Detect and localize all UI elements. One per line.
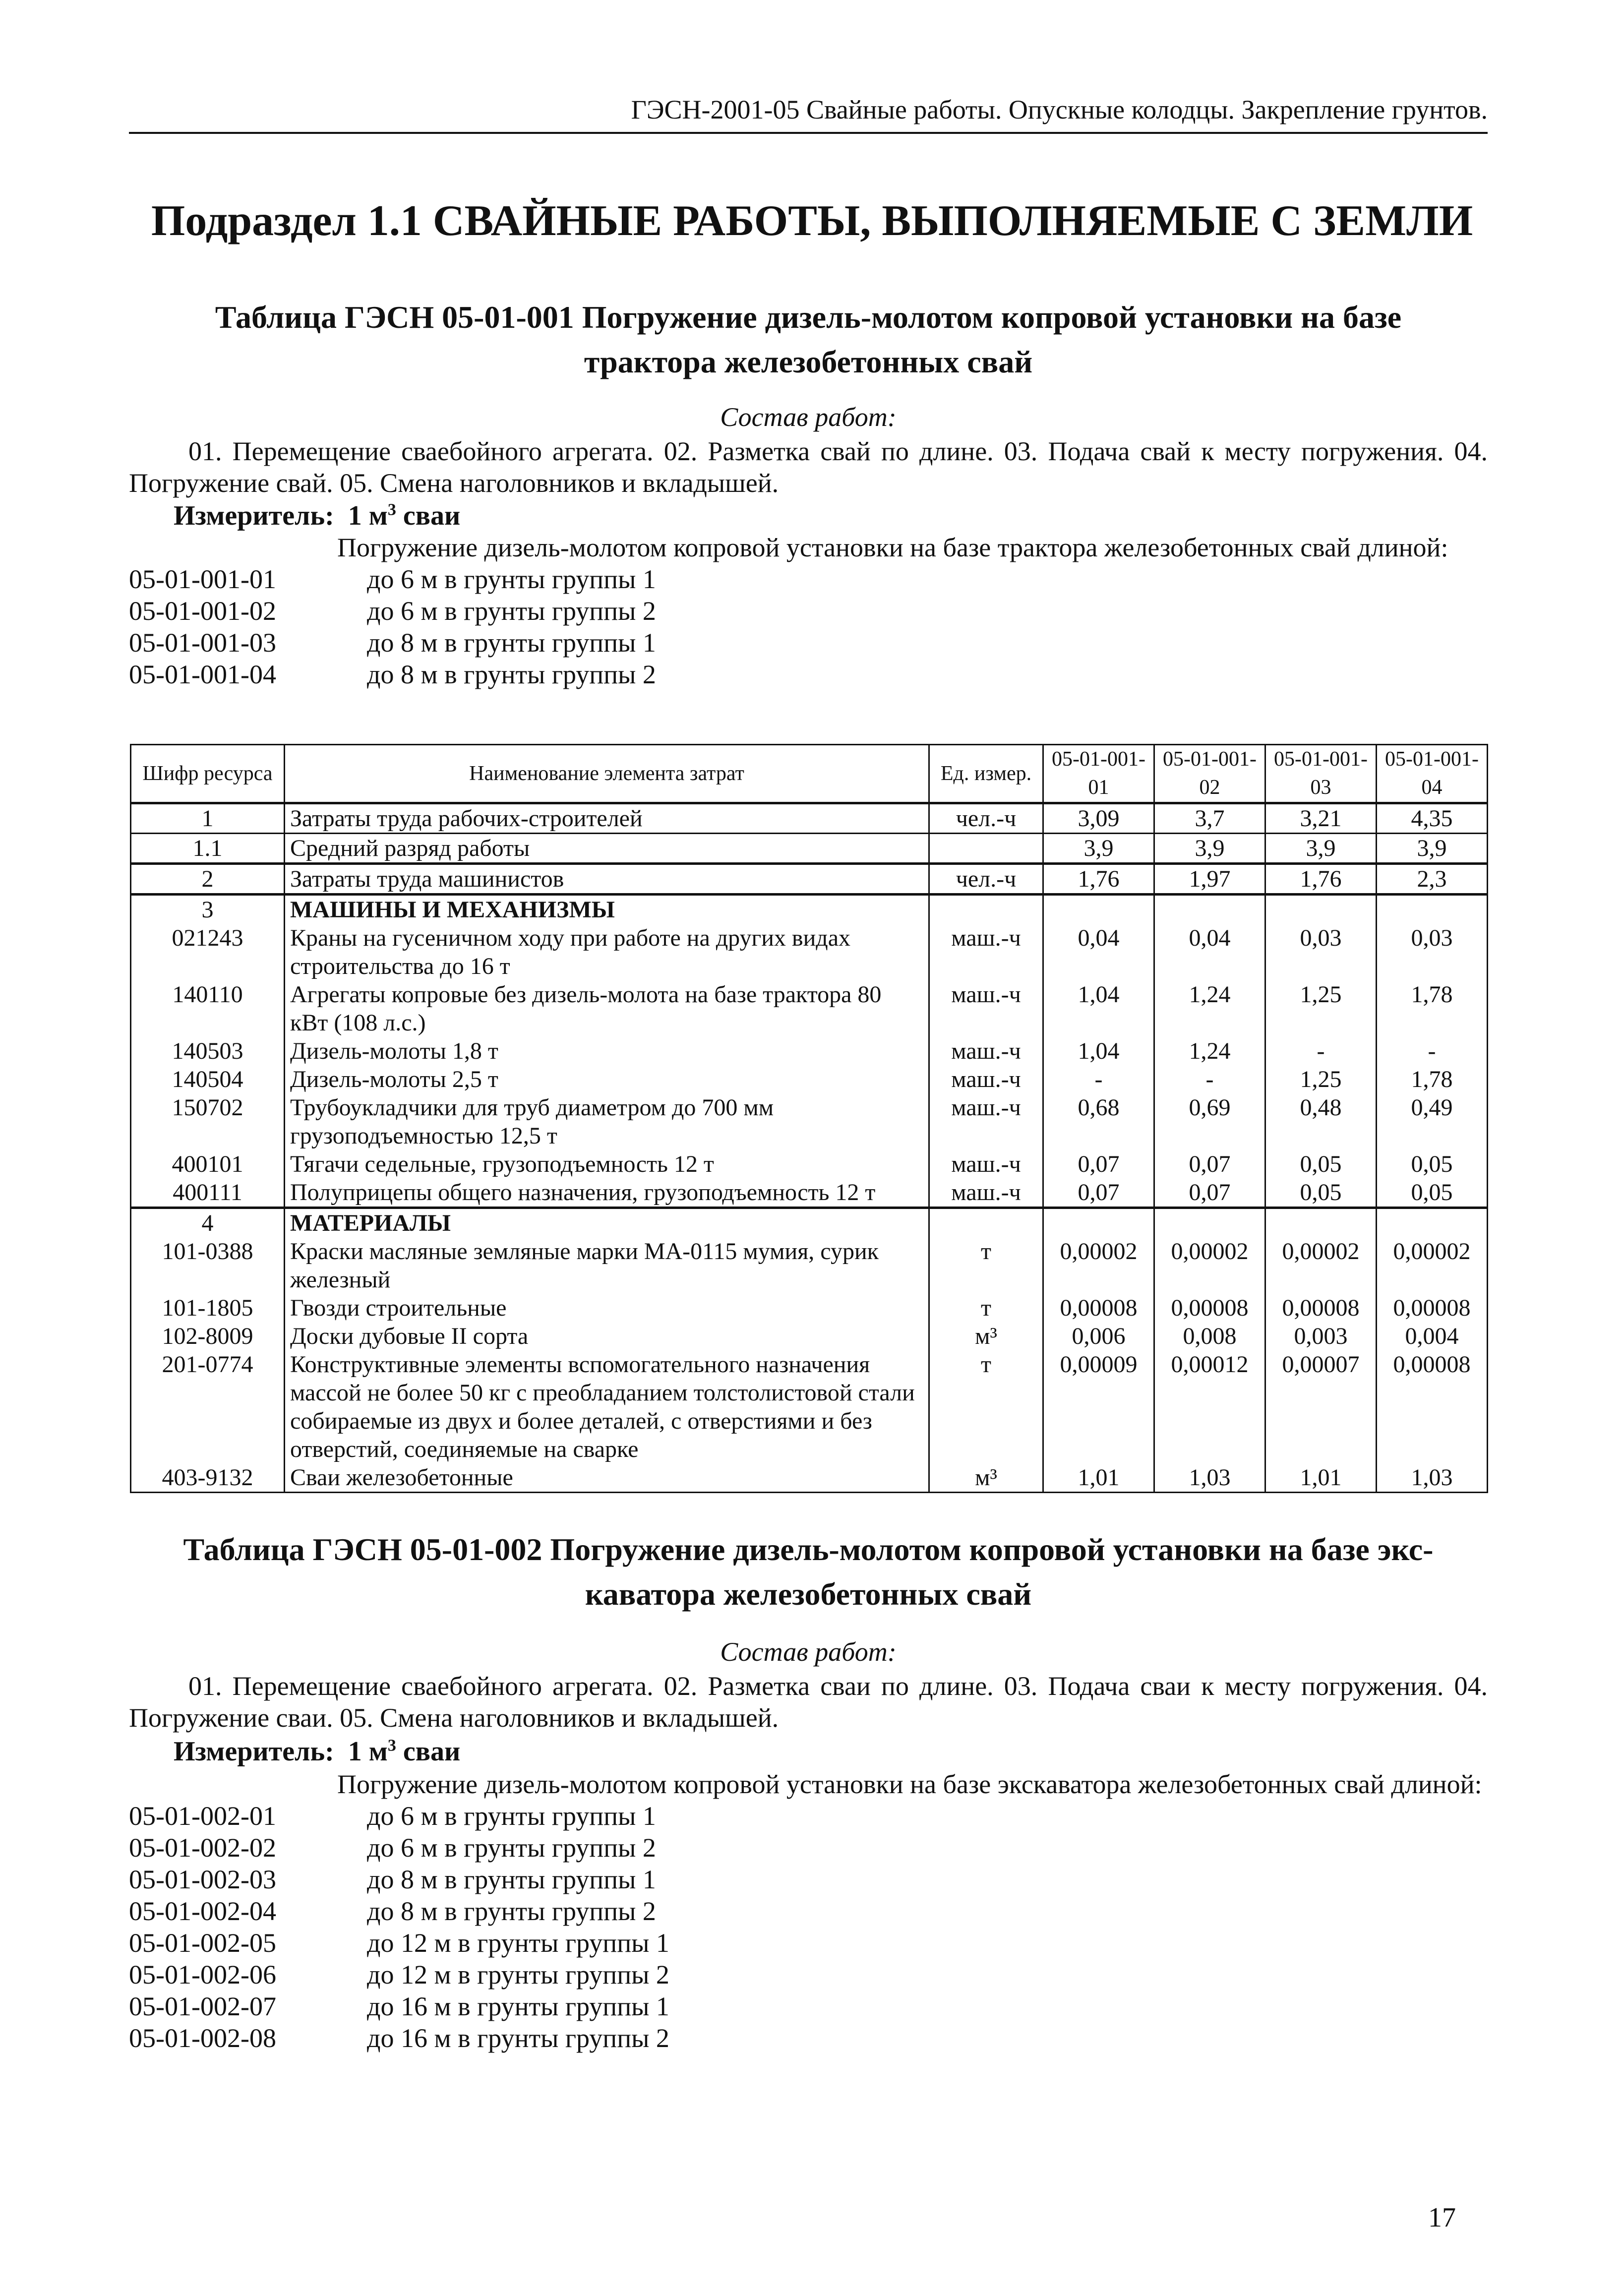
table-row bbox=[131, 1350, 1488, 1463]
cell-code: 1 bbox=[131, 803, 285, 834]
table1-works-text: 01. Перемещение сваебойного агрегата. 02. Разметка свай по длине. 03. Подача свай к месту погружения. 04. Погружение свай. 05. Смена наголовников и вкладышей. bbox=[129, 436, 1488, 498]
cell-value-4: 0,49 bbox=[1377, 1093, 1488, 1150]
cell-unit: маш.-ч bbox=[929, 1093, 1043, 1150]
cell-value-1: 1,04 bbox=[1043, 1037, 1154, 1065]
table-row bbox=[131, 864, 1488, 895]
cell-code: 201-0774 bbox=[131, 1350, 285, 1463]
cell-value-4: 1,78 bbox=[1377, 1065, 1488, 1093]
cell-unit: маш.-ч bbox=[929, 1065, 1043, 1093]
cell-unit: т bbox=[929, 1237, 1043, 1294]
cell-unit: м³ bbox=[929, 1322, 1043, 1350]
cell-value-3: 0,00002 bbox=[1265, 1237, 1377, 1294]
variant-row bbox=[129, 1864, 1488, 1895]
variant-row bbox=[129, 1959, 1488, 1991]
table-row bbox=[131, 1178, 1488, 1208]
variant-code: 05-01-001-01 bbox=[129, 564, 276, 594]
cell-code: 2 bbox=[131, 864, 285, 895]
cell-value-2: 0,07 bbox=[1154, 1178, 1265, 1208]
table1-measure bbox=[174, 500, 460, 532]
table-row bbox=[131, 1322, 1488, 1350]
cell-unit: м³ bbox=[929, 1463, 1043, 1493]
table-row bbox=[131, 1037, 1488, 1065]
cell-value-1: 0,00002 bbox=[1043, 1237, 1154, 1294]
cell-unit: маш.-ч bbox=[929, 1150, 1043, 1178]
col-v4-header: 05-01-001-04 bbox=[1377, 745, 1488, 803]
cell-value-3: 0,48 bbox=[1265, 1093, 1377, 1150]
cell-value-2: 0,69 bbox=[1154, 1093, 1265, 1150]
cell-value-2: 1,24 bbox=[1154, 1037, 1265, 1065]
cell-value-4: 0,05 bbox=[1377, 1178, 1488, 1208]
table2-variants bbox=[129, 1768, 1488, 2054]
variant-description: до 8 м в грунты группы 1 bbox=[367, 628, 656, 658]
measure-unit: сваи bbox=[403, 500, 461, 531]
table-row bbox=[131, 1208, 1488, 1238]
table1-variants bbox=[129, 532, 1488, 690]
variant-row bbox=[129, 1800, 1488, 1832]
cell-unit bbox=[929, 834, 1043, 864]
measure-value: 1 м bbox=[348, 1736, 388, 1767]
cell-value-1: 0,006 bbox=[1043, 1322, 1154, 1350]
variant-row bbox=[129, 659, 1488, 690]
table2-variants-intro: Погружение дизель-молотом копровой установки на базе экскаватора железобетонных свай длиной: bbox=[337, 1769, 1482, 1799]
cell-value-1: 3,09 bbox=[1043, 803, 1154, 834]
variant-row bbox=[129, 1927, 1488, 1959]
table-row bbox=[131, 1294, 1488, 1322]
cell-name: Агрегаты копровые без дизель-молота на базе трактора 80 кВт (108 л.с.) bbox=[285, 980, 929, 1037]
variant-row bbox=[129, 2022, 1488, 2054]
table2-works-heading: Состав работ: bbox=[720, 1637, 897, 1667]
cell-code: 400111 bbox=[131, 1178, 285, 1208]
cell-value-2: 0,00002 bbox=[1154, 1237, 1265, 1294]
cell-value-2: 1,03 bbox=[1154, 1463, 1265, 1493]
cell-value-3: 0,03 bbox=[1265, 924, 1377, 980]
subsection-title: Подраздел 1.1 СВАЙНЫЕ РАБОТЫ, ВЫПОЛНЯЕМЫЕ С ЗЕМЛИ bbox=[151, 197, 1473, 245]
cell-name: Полуприцепы общего назначения, грузоподъемность 12 т bbox=[285, 1178, 929, 1208]
table-row bbox=[131, 803, 1488, 834]
table1-variants-intro: Погружение дизель-молотом копровой установки на базе трактора железобетонных свай длиной: bbox=[337, 533, 1448, 562]
table2-title-line1: Таблица ГЭСН 05-01-002 Погружение дизель-молотом копровой установки на базе экс- bbox=[183, 1532, 1434, 1567]
variant-code: 05-01-002-07 bbox=[129, 1991, 276, 2021]
variant-description: до 6 м в грунты группы 2 bbox=[367, 1833, 656, 1863]
measure-label: Измеритель: bbox=[174, 1736, 334, 1767]
cell-value-4: 0,00008 bbox=[1377, 1350, 1488, 1463]
cell-unit: т bbox=[929, 1294, 1043, 1322]
variant-code: 05-01-001-03 bbox=[129, 628, 276, 658]
cell-code: 150702 bbox=[131, 1093, 285, 1150]
cell-value-4: 0,00002 bbox=[1377, 1237, 1488, 1294]
cell-value-3: 1,76 bbox=[1265, 864, 1377, 895]
cell-name: Тягачи седельные, грузоподъемность 12 т bbox=[285, 1150, 929, 1178]
cell-name: Доски дубовые II сорта bbox=[285, 1322, 929, 1350]
cell-unit: маш.-ч bbox=[929, 1037, 1043, 1065]
cell-value-1: 3,9 bbox=[1043, 834, 1154, 864]
cell-value-3: 0,00007 bbox=[1265, 1350, 1377, 1463]
cell-value-2: 0,008 bbox=[1154, 1322, 1265, 1350]
variant-code: 05-01-002-04 bbox=[129, 1896, 276, 1926]
cell-value-3: 0,05 bbox=[1265, 1150, 1377, 1178]
cell-value-2: 0,04 bbox=[1154, 924, 1265, 980]
cell-value-4: 2,3 bbox=[1377, 864, 1488, 895]
cell-value-4: 0,004 bbox=[1377, 1322, 1488, 1350]
table1-variant-list bbox=[129, 563, 1488, 690]
table-row bbox=[131, 1065, 1488, 1093]
table2-works-text: 01. Перемещение сваебойного агрегата. 02. Разметка сваи по длине. 03. Подача сваи к месту погружения. 04. Погружение сваи. 05. Смена наголовников и вкладышей. bbox=[129, 1671, 1488, 1733]
table1-works-heading: Состав работ: bbox=[720, 402, 897, 432]
col-code-header: Шифр ресурса bbox=[131, 745, 285, 803]
variant-description: до 12 м в грунты группы 2 bbox=[367, 1960, 669, 1990]
variant-description: до 16 м в грунты группы 2 bbox=[367, 2023, 669, 2053]
variant-description: до 8 м в грунты группы 2 bbox=[367, 660, 656, 689]
cell-value-3: 1,01 bbox=[1265, 1463, 1377, 1493]
cell-code: 403-9132 bbox=[131, 1463, 285, 1493]
cell-value-1: 0,00009 bbox=[1043, 1350, 1154, 1463]
table2-title-line2: каватора железобетонных свай bbox=[585, 1576, 1032, 1612]
variant-description: до 6 м в грунты группы 1 bbox=[367, 1801, 656, 1831]
table-row bbox=[131, 895, 1488, 924]
cell-value-2 bbox=[1154, 1208, 1265, 1238]
cell-unit: маш.-ч bbox=[929, 1178, 1043, 1208]
running-header: ГЭСН-2001-05 Свайные работы. Опускные колодцы. Закрепление грунтов. bbox=[129, 94, 1488, 134]
variant-description: до 6 м в грунты группы 2 bbox=[367, 596, 656, 626]
cell-value-2: 3,7 bbox=[1154, 803, 1265, 834]
variant-code: 05-01-002-08 bbox=[129, 2023, 276, 2053]
cell-code: 140110 bbox=[131, 980, 285, 1037]
variant-row bbox=[129, 1895, 1488, 1927]
cell-value-3: 0,00008 bbox=[1265, 1294, 1377, 1322]
variant-description: до 8 м в грунты группы 2 bbox=[367, 1896, 656, 1926]
cell-code: 4 bbox=[131, 1208, 285, 1238]
cell-value-1: 1,01 bbox=[1043, 1463, 1154, 1493]
cell-code: 1.1 bbox=[131, 834, 285, 864]
cell-value-1: 0,04 bbox=[1043, 924, 1154, 980]
cell-value-1: 0,07 bbox=[1043, 1150, 1154, 1178]
cell-name: МАТЕРИАЛЫ bbox=[285, 1208, 929, 1238]
cell-value-4: 0,00008 bbox=[1377, 1294, 1488, 1322]
cell-name: Сваи железобетонные bbox=[285, 1463, 929, 1493]
table-row bbox=[131, 980, 1488, 1037]
cell-value-4: - bbox=[1377, 1037, 1488, 1065]
cell-value-2 bbox=[1154, 895, 1265, 924]
resource-table-body bbox=[131, 803, 1488, 1493]
table1-title-line1: Таблица ГЭСН 05-01-001 Погружение дизель-молотом копровой установки на базе bbox=[215, 300, 1402, 335]
table-row bbox=[131, 834, 1488, 864]
cell-value-3: 0,05 bbox=[1265, 1178, 1377, 1208]
cell-name: Дизель-молоты 1,8 т bbox=[285, 1037, 929, 1065]
variant-row bbox=[129, 1991, 1488, 2022]
variant-description: до 16 м в грунты группы 1 bbox=[367, 1991, 669, 2021]
variant-code: 05-01-002-02 bbox=[129, 1833, 276, 1863]
table-row bbox=[131, 924, 1488, 980]
cell-code: 140504 bbox=[131, 1065, 285, 1093]
cell-name: Затраты труда машинистов bbox=[285, 864, 929, 895]
cell-code: 101-0388 bbox=[131, 1237, 285, 1294]
cell-unit: т bbox=[929, 1350, 1043, 1463]
cell-name: Затраты труда рабочих-строителей bbox=[285, 803, 929, 834]
table2-measure bbox=[174, 1736, 460, 1767]
cell-value-1: 0,07 bbox=[1043, 1178, 1154, 1208]
table-header-row bbox=[131, 745, 1488, 803]
cell-name: Краски масляные земляные марки МА-0115 мумия, сурик железный bbox=[285, 1237, 929, 1294]
cell-code: 021243 bbox=[131, 924, 285, 980]
table-row bbox=[131, 1463, 1488, 1493]
cell-value-4: 1,78 bbox=[1377, 980, 1488, 1037]
table2-variant-list bbox=[129, 1800, 1488, 2054]
cell-code: 400101 bbox=[131, 1150, 285, 1178]
cell-value-1: 0,68 bbox=[1043, 1093, 1154, 1150]
cell-code: 140503 bbox=[131, 1037, 285, 1065]
measure-unit: сваи bbox=[403, 1736, 461, 1767]
cell-value-3: 0,003 bbox=[1265, 1322, 1377, 1350]
cell-value-2: - bbox=[1154, 1065, 1265, 1093]
cell-value-4 bbox=[1377, 895, 1488, 924]
cell-value-3: 1,25 bbox=[1265, 980, 1377, 1037]
table-row bbox=[131, 1150, 1488, 1178]
variant-row bbox=[129, 563, 1488, 595]
cell-unit: маш.-ч bbox=[929, 980, 1043, 1037]
cell-code: 3 bbox=[131, 895, 285, 924]
cell-value-1: 0,00008 bbox=[1043, 1294, 1154, 1322]
cell-value-4 bbox=[1377, 1208, 1488, 1238]
resource-table bbox=[130, 744, 1488, 1493]
variant-description: до 6 м в грунты группы 1 bbox=[367, 564, 656, 594]
col-v1-header: 05-01-001-01 bbox=[1043, 745, 1154, 803]
cell-value-2: 0,00012 bbox=[1154, 1350, 1265, 1463]
cell-unit bbox=[929, 895, 1043, 924]
cell-name: Конструктивные элементы вспомогательного назначения массой не более 50 кг с преобладанием толстолистовой стали собираемые из двух и более деталей, с отверстиями и без отверстий, соединяемые на сварке bbox=[285, 1350, 929, 1463]
variant-code: 05-01-002-01 bbox=[129, 1801, 276, 1831]
cell-name: Краны на гусеничном ходу при работе на других видах строительства до 16 т bbox=[285, 924, 929, 980]
variant-row bbox=[129, 595, 1488, 627]
cell-value-4: 3,9 bbox=[1377, 834, 1488, 864]
cell-value-3: - bbox=[1265, 1037, 1377, 1065]
cell-value-3 bbox=[1265, 895, 1377, 924]
table-row bbox=[131, 1237, 1488, 1294]
cell-value-2: 3,9 bbox=[1154, 834, 1265, 864]
cell-value-2: 0,00008 bbox=[1154, 1294, 1265, 1322]
cell-unit bbox=[929, 1208, 1043, 1238]
cell-value-2: 0,07 bbox=[1154, 1150, 1265, 1178]
measure-sup: 3 bbox=[387, 500, 396, 519]
table1-title-line2: трактора железобетонных свай bbox=[584, 344, 1033, 379]
cell-code: 102-8009 bbox=[131, 1322, 285, 1350]
variant-code: 05-01-001-02 bbox=[129, 596, 276, 626]
variant-description: до 12 м в грунты группы 1 bbox=[367, 1928, 669, 1958]
cell-value-1: - bbox=[1043, 1065, 1154, 1093]
variant-description: до 8 м в грунты группы 1 bbox=[367, 1865, 656, 1894]
cell-value-4: 1,03 bbox=[1377, 1463, 1488, 1493]
cell-name: МАШИНЫ И МЕХАНИЗМЫ bbox=[285, 895, 929, 924]
cell-value-2: 1,24 bbox=[1154, 980, 1265, 1037]
col-name-header: Наименование элемента затрат bbox=[285, 745, 929, 803]
cell-value-1 bbox=[1043, 895, 1154, 924]
cell-value-1: 1,04 bbox=[1043, 980, 1154, 1037]
cell-value-2: 1,97 bbox=[1154, 864, 1265, 895]
col-v2-header: 05-01-001-02 bbox=[1154, 745, 1265, 803]
cell-unit: маш.-ч bbox=[929, 924, 1043, 980]
col-unit-header: Ед. измер. bbox=[929, 745, 1043, 803]
cell-name: Средний разряд работы bbox=[285, 834, 929, 864]
cell-code: 101-1805 bbox=[131, 1294, 285, 1322]
variant-row bbox=[129, 627, 1488, 659]
cell-value-4: 0,03 bbox=[1377, 924, 1488, 980]
cell-unit: чел.-ч bbox=[929, 803, 1043, 834]
variant-code: 05-01-002-06 bbox=[129, 1960, 276, 1990]
cell-value-1: 1,76 bbox=[1043, 864, 1154, 895]
cell-value-3: 3,21 bbox=[1265, 803, 1377, 834]
variant-row bbox=[129, 1832, 1488, 1864]
table2-title bbox=[129, 1527, 1488, 1617]
variant-code: 05-01-002-03 bbox=[129, 1865, 276, 1894]
variant-code: 05-01-002-05 bbox=[129, 1928, 276, 1958]
cell-name: Гвозди строительные bbox=[285, 1294, 929, 1322]
cell-value-1 bbox=[1043, 1208, 1154, 1238]
variant-code: 05-01-001-04 bbox=[129, 660, 276, 689]
measure-sup: 3 bbox=[387, 1736, 396, 1755]
cell-unit: чел.-ч bbox=[929, 864, 1043, 895]
measure-value: 1 м bbox=[348, 500, 388, 531]
table-row bbox=[131, 1093, 1488, 1150]
cell-value-3 bbox=[1265, 1208, 1377, 1238]
cell-name: Дизель-молоты 2,5 т bbox=[285, 1065, 929, 1093]
cell-value-4: 0,05 bbox=[1377, 1150, 1488, 1178]
cell-value-3: 1,25 bbox=[1265, 1065, 1377, 1093]
cell-value-3: 3,9 bbox=[1265, 834, 1377, 864]
table1-title bbox=[129, 295, 1488, 384]
page-number: 17 bbox=[1428, 2202, 1456, 2233]
cell-name: Трубоукладчики для труб диаметром до 700 мм грузоподъемностью 12,5 т bbox=[285, 1093, 929, 1150]
cell-value-4: 4,35 bbox=[1377, 803, 1488, 834]
measure-label: Измеритель: bbox=[174, 500, 334, 531]
col-v3-header: 05-01-001-03 bbox=[1265, 745, 1377, 803]
